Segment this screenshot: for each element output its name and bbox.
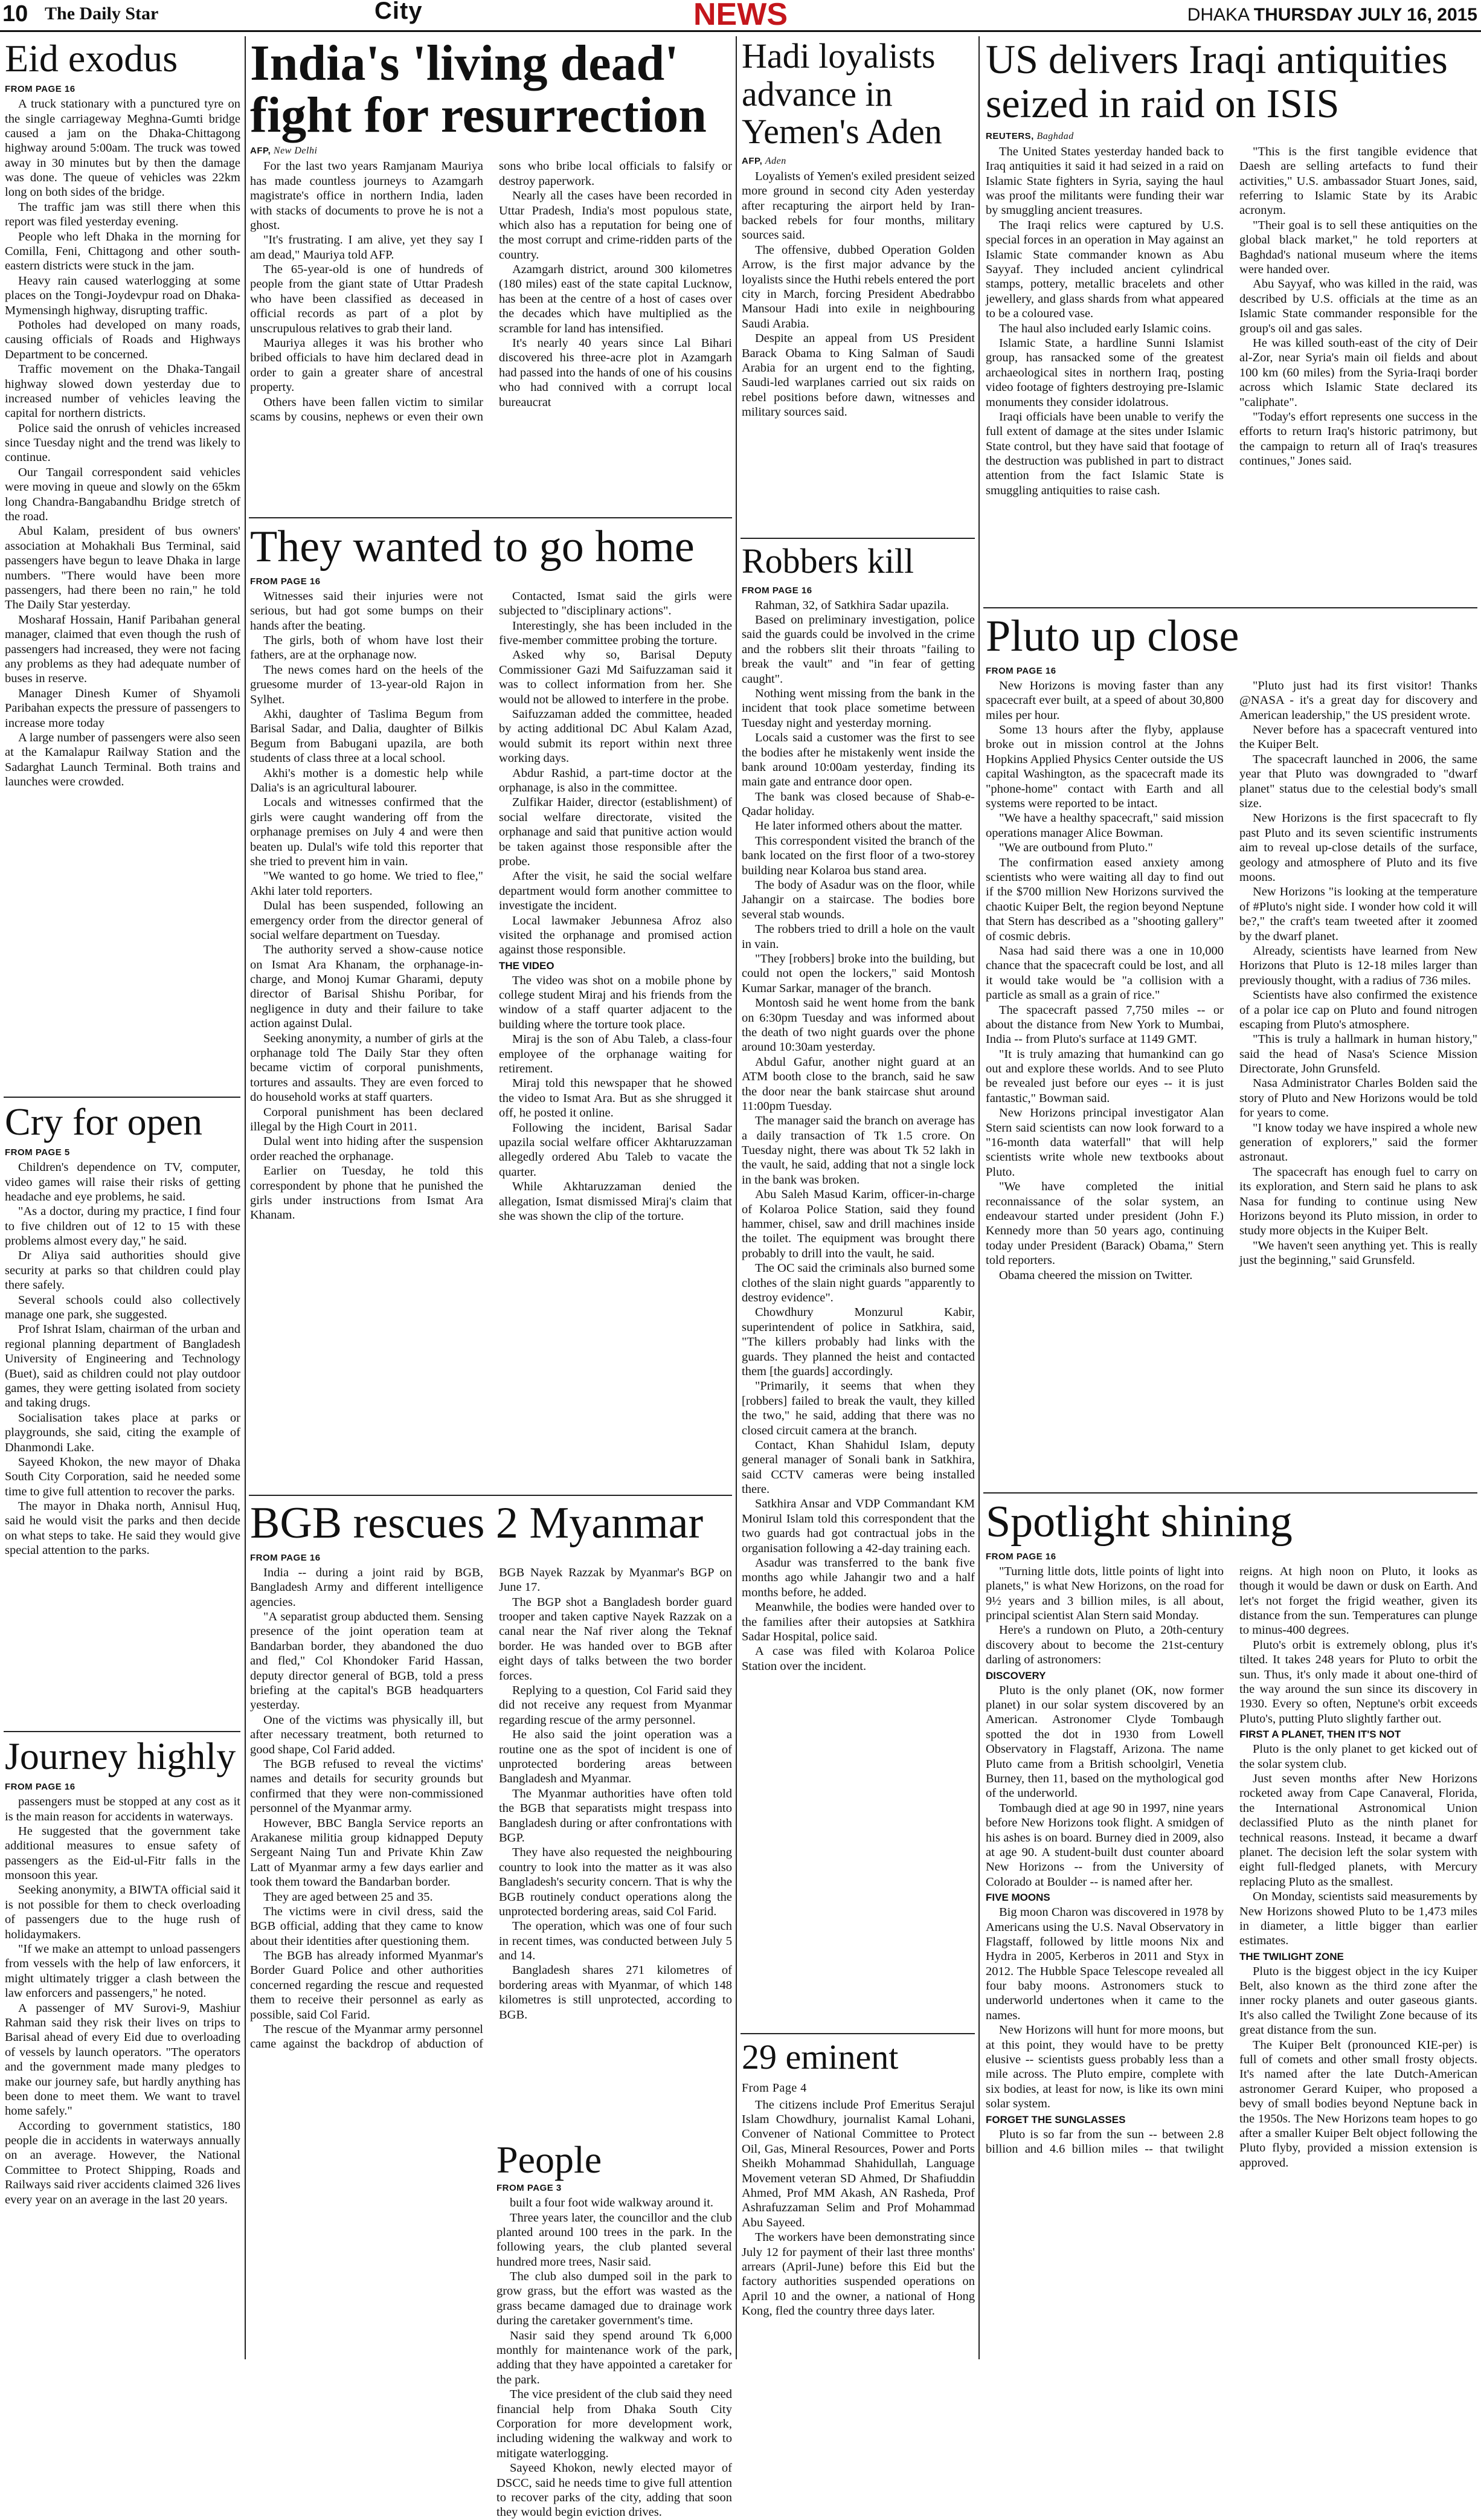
paragraph: A case was filed with Kolaroa Police Station over the incident. [742,1645,975,1673]
paragraph: Big moon Charon was discovered in 1978 by Americans using the U.S. Naval Observatory in Flagstaff, followed by little moons Nix and Hydra in 2005, Kerberos in 2011 and Styx in 2012. The Hubble Space Telescope revealed all four baby moons. Astronomers stuck to underworld undertones when it came to the names. [986,1906,1224,2022]
story-headline: India's 'living dead' fight for resurrection [250,35,707,143]
paragraph: "Today's effort represents one success in the efforts to return Iraq's historic patrimony, but the campaign to return all of Iraq's treasures continues," Jones said. [1239,410,1477,468]
story-eid-exodus [5,37,240,1095]
paragraph: On Monday, scientists said measurements by New Horizons showed Pluto to be 1,473 miles in diameter, a little bigger than earlier estimates. [1239,1890,1477,1948]
story-body [250,589,732,1223]
paragraph: Nasa had said there was a one in 10,000 chance that the spacecraft could be lost, and all it would take would be "a collision with a particle as small as a grain of rice." [986,944,1224,1002]
paragraph: The club also dumped soil in the park to grow grass, but the effort was wasted as the grass became damaged due to drainage work during the caretaker government's time. [496,2270,732,2328]
paragraph: The mayor in Dhaka north, Annisul Huq, said he would visit the parks and then decide on what steps to take. He said they would give special attention to the parks. [5,1500,240,1558]
paragraph: Several schools could also collectively manage one park, she suggested. [5,1293,240,1322]
story-bgb [250,1500,732,2135]
paragraph: The girls, both of whom have lost their fathers, are at the orphanage now. [250,634,483,662]
paragraph: The operation, which was one of four such in recent times, was conducted between July 5 and 14. [499,1919,732,1963]
paragraph: While Akhtaruzzaman denied the allegation, Ismat dismissed Miraj's claim that she was shown the clip of the torture. [499,1180,732,1223]
paragraph: Just seven months after New Horizons rocketed away from Cape Canaveral, Florida, the International Astronomical Union declassified Pluto as the ninth planet for technical reasons. Instead, it became a dwarf planet. The decision left the solar system with eight full-fledged planets, with Mercury replacing Pluto as the smallest. [1239,1771,1477,1889]
story-robbers-kill [742,543,975,2030]
paragraph: "I know today we have inspired a whole new generation of explorers," said the former astronaut. [1239,1121,1477,1164]
paragraph: Witnesses said their injuries were not serious, but had got some bumps on their hands after the beating. [250,589,483,633]
paragraph: Interestingly, she has been included in the five-member committee probing the torture. [499,619,732,648]
paragraph: Islamic State, a hardline Sunni Islamist group, has ransacked some of the greatest archaeological sites in northern Iraq, posting video footage of fighters destroying pre-Islamic monuments they consider idolatrous. [986,336,1224,409]
paragraph: New Horizons "is looking at the temperature of #Pluto's night side. I wonder how cold it will be?," the craft's team tweeted after it zoomed by the dwarf planet. [1239,885,1477,943]
story-body [742,598,975,1674]
story-headline: Spotlight shining [986,1497,1293,1547]
paragraph: Seeking anonymity, a BIWTA official said it is not possible for them to check overloading of passengers due to the huge rush of holidaymakers. [5,1883,240,1941]
story-dateline: FROM PAGE 16 [5,1782,75,1793]
paragraph: Based on preliminary investigation, police said the guards could be involved in the crime and the robbers slit their throats "failing to break the vault" and "in fear of getting caught". [742,613,975,686]
paragraph: Azamgarh district, around 300 kilometres (180 miles) east of the state capital Lucknow, has been at the centre of a host of cases over the decades which have multiplied as the scramble for land has intensified. [499,263,732,335]
paragraph: He suggested that the government take additional measures to ensue safety of passengers as the Eid-ul-Fitr falls in the monsoon this year. [5,1824,240,1883]
paragraph: He also said the joint operation was a routine one as the spot of incident is one of unprotected bordering areas between Bangladesh and Myanmar. [499,1728,732,1786]
paragraph: Local lawmaker Jebunnesa Afroz also visited the orphanage and promised action against those responsible. [499,914,732,957]
story-dateline: AFP, Aden [742,155,786,166]
paragraph: Potholes had developed on many roads, causing officials of Roads and Highways Department to be concerned. [5,318,240,361]
paragraph: For the last two years Ramjanam Mauriya has made countless journeys to Azamgarh magistrate's office in northern India, laden with stacks of documents to prove he is not a ghost. [250,160,483,232]
story-body [250,159,732,424]
paragraph: "Turning little dots, little points of light into planets," is what New Horizons, on the road for 9½ years and 3 billion miles, is all about, principal scientist Alan Stern said Monday. [986,1564,1224,1623]
paragraph: The OC said the criminals also burned some clothes of the slain night guards "apparently to destroy evidence". [742,1262,975,1304]
paragraph: The victims were in civil dress, said the BGB official, adding that they came to know about their identities after questioning them. [250,1904,483,1948]
paragraph: The Kuiper Belt (pronounced KIE-per) is full of comets and other small frosty objects. It's named after the late Dutch-American astronomer Gerard Kuiper, who proposed a bevy of small bodies beyond Neptune back in the 1950s. The New Horizons team hopes to go after a smaller Kuiper Belt object following the Pluto flyby, provided a mission extension is approved. [1239,2038,1477,2170]
paragraph: Abul Kalam, president of bus owners' association at Mohakhali Bus Terminal, said passengers have begun to leave Dhaka in large numbers. "There would have been more passengers, had there been no rain," he told The Daily Star yesterday. [5,524,240,612]
paragraph: After the visit, he said the social welfare department would form another committee to investigate the incident. [499,869,732,913]
paragraph: Miraj is the son of Abu Taleb, a class-four employee of the orphanage waiting for retirement. [499,1033,732,1076]
story-headline: People [496,2138,602,2181]
story-headline: Journey highly [5,1735,236,1777]
section-rule [249,1495,732,1496]
section-rule [249,517,732,518]
paragraph: "We have a healthy spacecraft," said mission operations manager Alice Bowman. [986,811,1224,840]
paragraph: New Horizons is the first spacecraft to fly past Pluto and its seven scientific instruments aim to reveal up-close details of the surface, geology and atmosphere of Pluto and its five moons. [1239,811,1477,884]
paragraph: Saifuzzaman added the committee, headed by acting additional DC Abul Kalam Azad, would submit its report within next three working days. [499,707,732,765]
story-go-home [250,523,732,1492]
paragraph: Dulal has been suspended, following an emergency order from the director general of social welfare department on Tuesday. [250,899,483,942]
paragraph: A truck stationary with a punctured tyre on the single carriageway Meghna-Gumti bridge caused a jam on the Dhaka-Chittagong highway around 5:00am. The truck was towed away in 30 minutes but by then the damage was done. The queue of vehicles was 22km long on both sides of the bridge. [5,97,240,199]
paragraph: The haul also included early Islamic coins. [999,321,1212,335]
paragraph: The news comes hard on the heels of the gruesome murder of 13-year-old Rajon in Sylhet. [250,663,483,706]
paragraph: The spacecraft has enough fuel to carry on its exploration, and Stern said he plans to ask Nasa for funding to continue using New Horizons beyond its Pluto mission, in order to study more objects in the Kuiper Belt. [1239,1165,1477,1238]
paragraph: Pluto is the only planet to get kicked out of the solar system club. [1239,1742,1477,1771]
paragraph: Abdul Gafur, another night guard at an ATM booth close to the branch, said he saw the door near the bank staircase shut around 11:00pm Tuesday. [742,1055,975,1113]
paragraph: Pluto is the only planet (OK, now former planet) in our solar system discovered by an American. Astronomer Clyde Tombaugh spotted the dot in 1930 from Lowell Observatory in Flagstaff, Arizona. The name Pluto came from a British schoolgirl, Venetia Burney, then 11, based on the mythological god of the underworld. [986,1683,1224,1800]
story-headline: They wanted to go home [250,522,695,572]
paragraph: Tombaugh died at age 90 in 1997, nine years before New Horizons took flight. A smidgen of his ashes is on board. Burney died in 2009, also at age 90. A student-built dust counter aboard New Horizons -- from the University of Colorado at Boulder -- is named after her. [986,1801,1224,1889]
paragraph: Mauriya alleges it was his brother who bribed officials to have him declared dead in order to gain a greater share of ancestral property. [250,337,483,395]
paragraph: Mosharaf Hossain, Hanif Paribahan general manager, claimed that even though the rush of passengers had increased, they were not facing any problems as they had adequate number of buses in reserve. [5,613,240,686]
story-dateline: FROM PAGE 3 [496,2183,562,2194]
story-headline: 29 eminent [742,2037,899,2077]
paragraph: Prof Ishrat Islam, chairman of the urban and regional planning department of Bangladesh University of Engineering and Technology (Buet), said as children could not play outdoor games, they were getting isolated from society and taking drugs. [5,1323,240,1410]
paragraph: India -- during a joint raid by BGB, Bangladesh Army and different intelligence agencies. [250,1565,483,1609]
paragraph: Nasa Administrator Charles Bolden said the story of Pluto and New Horizons would be told for years to come. [1239,1077,1477,1120]
paragraph: Sayeed Khokon, newly elected mayor of DSCC, said he needs time to give full attention to recover parks of the city, adding that soon they would begin eviction drives. [496,2461,732,2519]
paragraph: The body of Asadur was on the floor, while Jahangir on a staircase. The bodies bore several stab wounds. [742,878,975,921]
paragraph: He later informed others about the matter. [755,819,963,833]
page-masthead [0,0,1481,32]
paragraph: This correspondent visited the branch of the bank located on the first floor of a two-storey building near Kolaroa bus stand area. [742,834,975,877]
section-rule [740,538,975,539]
paragraph: Pluto is so far from the sun -- between 2.8 billion and 4.6 billion miles -- that twilight reigns. At high noon on Pluto, it looks as though it would be dawn or dusk on Earth. And let's not forget the frigid weather, given its distance from the sun. Temperatures can plunge to minus-400 degrees. [986,1564,1477,2156]
paragraph: Abdur Rashid, a part-time doctor at the orphanage, is also in the committee. [499,766,732,794]
column-rule [978,36,980,2359]
paragraph: The BGB refused to reveal the victims' names and details for security grounds but confirmed that they were non-commissioned personnel of the Myanmar army. [250,1757,483,1816]
paragraph: Dulal went into hiding after the suspension order reached the orphanage. [250,1135,483,1163]
paragraph: New Horizons principal investigator Alan Stern said scientists can now look forward to a "16-month data waterfall" that will help scientists write whole new textbooks about Pluto. [986,1106,1224,1179]
paper-name: The Daily Star [45,4,159,24]
paragraph: They have also requested the neighbouring country to look into the matter as it was also Bangladesh's security concern. That is why the BGB routinely conduct operations along the unprotected bordering areas, said Col Farid. [499,1846,732,1918]
issue-date: DHAKA THURSDAY JULY 16, 2015 [1187,5,1477,25]
section-rule [983,1492,1477,1494]
story-body [986,678,1477,1283]
paragraph: The confirmation eased anxiety among scientists who were waiting all day to find out if the $700 million New Horizons survived the chaotic Kuiper Belt, the region beyond Neptune that Stern has described as a "shooting gallery" of cosmic debris. [986,856,1224,943]
paragraph: The robbers tried to drill a hole on the vault in vain. [742,923,975,951]
paragraph: New Horizons will hunt for more moons, but at this point, they would have to be pretty elusive -- scientists guess probably less than a mile across. The Pluto empire, complete with six bodies, at least for now, is like its own mini solar system. [986,2023,1224,2111]
story-subhead: FIVE MOONS [986,1892,1050,1904]
paragraph: Others have been fallen victim to similar scams by cousins, nephews or even their own sons who bribe local officials to falsify or destroy paperwork. [250,160,732,424]
paragraph: The BGB has already informed Myanmar's Border Guard Police and other authorities concerned regarding the rescue and requested them to receive their personnel as early as possible, said Col Farid. [250,1949,483,2022]
story-dateline: FROM PAGE 16 [5,84,75,95]
story-29-eminent [742,2038,975,2359]
section-label: City [374,0,423,24]
paragraph: "It's frustrating. I am alive, yet they say I am dead," Mauriya told AFP. [250,233,483,262]
paragraph: Pluto's orbit is extremely oblong, plus it's tilted. It takes 248 years for Pluto to orbit the sun. Thus, it's only made it about one-third of the way around the sun since its discovery in 1930. Every so often, Neptune's orbit exceeds Pluto's, putting Pluto slightly farther out. [1239,1638,1477,1726]
paragraph: The 65-year-old is one of hundreds of people from the giant state of Uttar Pradesh who have been classified as deceased in official records as part of a plot by unscrupulous relatives to grab their land. [250,263,483,335]
paragraph: Meanwhile, the bodies were handed over to the families after their autopsies at Satkhira Sadar Hospital, police said. [742,1600,975,1643]
paragraph: The BGP shot a Bangladesh border guard trooper and taken captive Nayek Razzak on a canal near the Naf river along the Teknaf border. He was handed over to BGB after eight days of talks between the two border forces. [499,1595,732,1683]
story-pluto-up-close [986,613,1477,1489]
story-dateline: FROM PAGE 16 [986,1551,1056,1562]
story-dateline: FROM PAGE 5 [5,1147,70,1158]
paragraph: The authority served a show-cause notice on Ismat Ara Khanam, the orphanage-in-charge, and Monoj Kumar Gharami, deputy director of Barisal Shishu Poribar, for negligence in duty and their failure to take action against Dulal. [250,943,483,1031]
paragraph: Three years later, the councillor and the club planted around 100 trees in the park. In the following years, the club planted several hundred more trees, Nasir said. [496,2211,732,2269]
paragraph: According to government statistics, 180 people die in accidents in waterways annually on an average. However, the National Committee to Protect Shipping, Roads and Railways said river accidents claimed 326 lives every year on an average in the last 20 years. [5,2119,240,2206]
paragraph: Replying to a question, Col Farid said they did not receive any request from Myanmar regarding rescue of the army personnel. [499,1684,732,1727]
paragraph: Rahman, 32, of Satkhira Sadar upazila. [755,598,949,612]
paragraph: The bank was closed because of Shab-e-Qadar holiday. [742,790,975,819]
story-dateline: FROM PAGE 16 [250,576,321,587]
story-subhead: FORGET THE SUNGLASSES [986,2113,1126,2125]
story-dateline: AFP, New Delhi [250,146,318,156]
paragraph: New Horizons is moving faster than any spacecraft ever built, at a speed of about 30,800 miles per hour. [986,678,1224,722]
paragraph: "We have completed the initial reconnaissance of the solar system, an endeavour started under president (John F.) Kennedy more than 50 years ago, continuing today under President (Barack) Obama," Stern told reporters. [986,1180,1224,1268]
paragraph: Nearly all the cases have been recorded in Uttar Pradesh, India's most populous state, which also has a reputation for being one of the most corrupt and crime-ridden parts of the country. [499,189,732,262]
paragraph: Traffic movement on the Dhaka-Tangail highway slowed down yesterday due to increased number of vehicles leaving the capital for northern districts. [5,363,240,421]
paragraph: The rescue of the Myanmar army personnel came against the backdrop of abduction of BGB Nayek Razzak by Myanmar's BGP on June 17. [250,1565,732,2051]
story-body [742,169,975,420]
paragraph: Already, scientists have learned from New Horizons that Pluto is 12-18 miles larger than previously thought, with a radius of 736 miles. [1239,944,1477,987]
paragraph: Seeking anonymity, a number of girls at the orphanage told The Daily Star they often became victim of corporal punishments, tortures and assaults. They are even forced to do household works at staff quarters. [250,1031,483,1104]
paragraph: "As a doctor, during my practice, I find four to five children out of 12 to 15 with these problems almost every day," he said. [5,1205,240,1248]
paragraph: Despite an appeal from US President Barack Obama to King Salman of Saudi Arabia for an urgent end to the fighting, Saudi-led warplanes carried out six raids on rebel positions before dawn, witnesses and military sources said. [742,332,975,419]
story-living-dead [250,37,732,515]
story-subhead: THE VIDEO [499,959,554,972]
story-subhead: DISCOVERY [986,1669,1046,1681]
paragraph: "If we make an attempt to unload passengers from vessels with the help of law enforcers, it might ultimately trigger a clash between the law enforcers and passengers," he noted. [5,1942,240,2000]
paragraph: Nothing went missing from the bank in the incident that took place sometime between Tuesday night and yesterday morning. [742,686,975,730]
paragraph: Earlier on Tuesday, he told this correspondent by phone that he punished the girls under instructions from Ismat Ara Khanam. [250,1164,483,1222]
paragraph: The video was shot on a mobile phone by college student Miraj and his friends from the window of a staff quarter adjacent to the building where the torture took place. [499,973,732,1031]
paragraph: Akhi's mother is a domestic help while Dalia's is an agricultural labourer. [250,766,483,794]
story-body [250,1565,732,2052]
paragraph: Here's a rundown on Pluto, a 20th-century discovery about to become the 21st-century darling of astronomers: [986,1623,1224,1667]
paragraph: He was killed south-east of the city of Deir al-Zor, near Syria's main oil fields and about 100 km (60 miles) from the Syria-Iraqi border across which Islamic State declared its "caliphate". [1239,336,1477,409]
paragraph: Montosh said he went home from the bank on 6:30pm Tuesday and was informed about the death of two night guards over the phone around 10:30am yesterday. [742,996,975,1054]
section-rule [983,607,1477,608]
story-body [496,2196,732,2520]
paragraph: However, BBC Bangla Service reports an Arakanese militia group kidnapped Deputy Sergeant Naing Tun and Private Khin Zaw Latt of Myanmar army a few days earlier and took them toward the Bandarban border. [250,1816,483,1889]
paragraph: The vice president of the club said they need financial help from Dhaka South City Corporation for more development work, including widening the walkway and work to mitigate waterlogging. [496,2388,732,2460]
story-subhead: FIRST A PLANET, THEN IT'S NOT [1239,1729,1401,1741]
paragraph: Contact, Khan Shahidul Islam, deputy general manager of Sonali bank in Satkhira, said CCTV cameras were being installed there. [742,1438,975,1497]
story-hadi-loyalists [742,37,975,535]
paragraph: Miraj told this newspaper that he showed the video to Ismat Ara. But as she shrugged it off, he posted it online. [499,1077,732,1120]
paragraph: Zulfikar Haider, director (establishment) of social welfare directorate, visited the orphanage and said that punitive action would be taken against those responsible after the probe. [499,796,732,868]
section-rule [740,2033,975,2034]
story-body [5,1160,240,1558]
paragraph: built a four foot wide walkway around it. [510,2196,714,2210]
paragraph: Akhi, daughter of Taslima Begum from Barisal Sadar, and Dalia, daughter of Bilkis Begum from Babugani upazila, are both students of class three at a local school. [250,707,483,765]
paragraph: Asadur was transferred to the bank five months ago while Jahangir two and a half months before, he added. [742,1556,975,1599]
paragraph: "A separatist group abducted them. Sensing presence of the joint operation team at Bandarban border, they abandoned the duo and fled," Col Khondoker Farid Hassan, deputy director general of BGB, told a press briefing at the capital's BGB headquarters yesterday. [250,1610,483,1712]
paragraph: Obama cheered the mission on Twitter. [999,1268,1193,1282]
paragraph: The spacecraft passed 7,750 miles -- or about the distance from New York to Mumbai, India -- from Pluto's surface at 1149 GMT. [986,1003,1224,1046]
story-dateline: From Page 4 [742,2081,807,2095]
story-headline: Cry for open [5,1100,203,1143]
paragraph: People who left Dhaka in the morning for Comilla, Feni, Chittagong and other south-eastern districts were stuck in the jam. [5,230,240,273]
paragraph: "Pluto just had its first visitor! Thanks @NASA - it's a great day for discovery and American leadership," the US president wrote. [1239,678,1477,722]
story-body [5,97,240,789]
story-people [496,2138,732,2519]
paragraph: The Myanmar authorities have often told the BGB that separatists might trespass into Bangladesh during or after confrontations with BGP. [499,1787,732,1845]
story-headline: BGB rescues 2 Myanmar [250,1498,704,1548]
paragraph: Nasir said they spend around Tk 6,000 monthly for maintenance work of the park, adding that they have appointed a caretaker for the park. [496,2328,732,2386]
paragraph: "It is truly amazing that humankind can go out and explore these worlds. And to see Pluto be revealed just before our eyes -- it is just fantastic," Bowman said. [986,1047,1224,1105]
paragraph: A large number of passengers were also seen at the Kamalapur Railway Station and the Sadarghat Launch Terminal. Both trains and launches were crowded. [5,730,240,789]
paragraph: "Primarily, it seems that when they [robbers] failed to break the vault, they killed the two," he said, adding that there was no closed circuit camera at the branch. [742,1379,975,1437]
story-iraqi-antiquities [986,37,1477,604]
column-rule [736,36,737,2359]
paragraph: Locals said a customer was the first to see the bodies after he mistakenly went inside the bank around 10:00am yesterday, finding its main gate and entrance door open. [742,731,975,789]
section-rule [4,1097,240,1098]
story-body [986,1564,1477,2170]
story-dateline: FROM PAGE 16 [250,1552,321,1563]
paragraph: Iraqi officials have been unable to verify the full extent of damage at the sites under Islamic State control, but they have said that footage of the destruction was published in part to distract attention from the fact Islamic State is smuggling antiquities to raise cash. [986,410,1224,497]
column-rule [245,36,246,2359]
page-number: 10 [2,1,28,27]
paragraph: Never before has a spacecraft ventured into the Kuiper Belt. [1239,723,1477,752]
paragraph: "They [robbers] broke into the building, but could not open the lockers," said Montosh Kumar Sarkar, manager of the branch. [742,952,975,995]
paragraph: Locals and witnesses confirmed that the girls were caught wandering off from the orphanage premises on July 4 and were then beaten up. Dulal's wife told this reporter that she tried to prevent him in vain. [250,796,483,868]
story-dateline: REUTERS, Baghdad [986,131,1074,141]
paragraph: Pluto is the biggest object in the icy Kuiper Belt, also known as the third zone after the inner rocky planets and outer gaseous giants. It's also called the Twilight Zone because of its great distance from the sun. [1239,1964,1477,2037]
paragraph: Abu Sayyaf, who was killed in the raid, was described by U.S. officials at the time as an Islamic State commander responsible for the group's oil and gas sales. [1239,277,1477,335]
paragraph: Bangladesh shares 271 kilometres of bordering areas with Myanmar, of which 148 kilometres is still unprotected, according to BGB. [499,1964,732,2022]
paragraph: "Their goal is to sell these antiquities on the global black market," he told reporters at Baghdad's national museum where the items were handed over. [1239,218,1477,276]
news-label: NEWS [693,0,788,32]
paragraph: "This is the first tangible evidence that Daesh are selling artefacts to fund their activities," U.S. ambassador Stuart Jones, said, referring to Islamic State by its Arabic acronym. [1239,144,1477,218]
paragraph: Manager Dinesh Kumer of Shyamoli Paribahan expects the pressure of passengers to increase more today [5,686,240,730]
paragraph: The manager said the branch on average has a daily transaction of Tk 1.5 crore. On Tuesday night, there was about Tk 52 lakh in the vault, he said, adding that not a single lock in the bank was broken. [742,1114,975,1187]
paragraph: They are aged between 25 and 35. [263,1890,433,1904]
paragraph: Socialisation takes place at parks or playgrounds, she said, citing the example of Dhanmondi Lake. [5,1411,240,1454]
paragraph: Children's dependence on TV, computer, video games will raise their risks of getting headache and eye problems, he said. [5,1161,240,1204]
paragraph: Sayeed Khokon, the new mayor of Dhaka South City Corporation, said he needed some time to give full attention to recover the parks. [5,1455,240,1498]
story-headline: US delivers Iraqi antiquities seized in raid on ISIS [986,36,1448,127]
paragraph: The traffic jam was still there when this report was filed yesterday evening. [5,200,240,229]
story-body [986,144,1477,498]
story-dateline: FROM PAGE 16 [742,585,812,596]
paragraph: The spacecraft launched in 2006, the same year that Pluto was downgraded to "dwarf planet" status due to the celestial body's small size. [1239,752,1477,811]
story-subhead: THE TWILIGHT ZONE [1239,1950,1344,1962]
paragraph: The workers have been demonstrating since July 12 for payment of their last three months' arrears (April-June) before this Eid but the factory authorities suspended operations on April 10 and the owner, a national of Hong Kong, fled the country three days later. [742,2231,975,2318]
paragraph: The offensive, dubbed Operation Golden Arrow, is the first major advance by the loyalists since the Huthi rebels entered the port city in March, forcing President Abedrabbo Mansour Hadi into exile in neighbouring Saudi Arabia. [742,243,975,330]
section-rule [4,1731,240,1732]
story-dateline: FROM PAGE 16 [986,665,1056,676]
paragraph: "We haven't seen anything yet. This is really just the beginning," said Grunsfeld. [1239,1239,1477,1268]
paragraph: passengers must be stopped at any cost as it is the main reason for accidents in waterways. [5,1795,240,1823]
paragraph: Following the incident, Barisal Sadar upazila social welfare officer Akhtaruzzaman allegedly ordered Abu Taleb to vacate the quarter. [499,1121,732,1179]
paragraph: One of the victims was physically ill, but after necessary treatment, both returned to good shape, Col Farid added. [250,1713,483,1756]
paragraph: Satkhira Ansar and VDP Commandant KM Monirul Islam told this correspondent that the two guards had got contractual jobs in the organisation following a 42-day training each. [742,1497,975,1555]
paragraph: Our Tangail correspondent said vehicles were moving in queue and slowly on the 65km long Chandra-Bangabandhu Bridge stretch of the road. [5,465,240,524]
paragraph: The Iraqi relics were captured by U.S. special forces in an operation in May against an Islamic State commander known as Abu Sayyaf. They included ancient cylindrical stamps, pottery, metallic bracelets and other jewellery, and glass shards from what appeared to be a coloured vase. [986,218,1224,321]
paragraph: Some 13 hours after the flyby, applause broke out in mission control at the Johns Hopkins Applied Physics Center outside the US capital Washington, as the spacecraft made its "phone-home" contact with Earth and all systems were reported to be intact. [986,723,1224,811]
story-journey-highly [5,1735,240,2357]
paragraph: It's nearly 40 years since Lal Bihari discovered his three-acre plot in Azamgarh had passed into the hands of one of his cousins who had connived with a corrupt local bureaucrat [499,337,732,409]
paragraph: The citizens include Prof Emeritus Serajul Islam Chowdhury, journalist Kamal Lohani, Convener of National Committee to Protect Oil, Gas, Mineral Resources, Power and Ports Sheikh Mohammad Shahidullah, Language Movement veteran SD Ahmed, Dr Shafiuddin Ahmed, Prof MM Akash, AN Rasheda, Prof Ashrafuzzaman Selim and Prof Mohammad Abu Sayeed. [742,2098,975,2229]
story-headline: Eid exodus [5,37,178,80]
paragraph: Police said the onrush of vehicles increased since Tuesday night and the trend was likely to continue. [5,421,240,465]
story-spotlight-shining [986,1498,1477,2359]
story-headline: Hadi loyalists advance in Yemen's Aden [742,36,942,152]
story-headline: Pluto up close [986,611,1239,661]
paragraph: Heavy rain caused waterlogging at some places on the Tongi-Joydevpur road on Dhaka-Mymensingh highway, disrupting traffic. [5,274,240,317]
story-body [742,2098,975,2319]
story-headline: Robbers kill [742,541,914,581]
paragraph: Contacted, Ismat said the girls were subjected to "disciplinary actions". [499,589,732,618]
paragraph: Chowdhury Monzurul Kabir, superintendent of police in Satkhira, said, "The killers probably had links with the guards. They planned the heist and contacted them [the guards] accordingly. [742,1306,975,1378]
story-cry-for-open [5,1101,240,1729]
paragraph: Asked why so, Barisal Deputy Commissioner Gazi Md Saifuzzaman said it was to collect information from her. She would not be allowed to interfere in the probe. [499,648,732,706]
paragraph: The United States yesterday handed back to Iraq antiquities it said it had seized in a raid on Islamic State fighters in Syria, saying the haul was proof the militants were funding their war by smuggling ancient treasures. [986,144,1224,218]
paragraph: "This is truly a hallmark in human history," said the head of Nasa's Science Mission Directorate, John Grunsfeld. [1239,1033,1477,1076]
story-body [5,1794,240,2207]
paragraph: "We are outbound from Pluto." [999,841,1153,855]
paragraph: "We wanted to go home. We tried to flee," Akhi later told reporters. [250,869,483,898]
paragraph: Loyalists of Yemen's exiled president seized more ground in second city Aden yesterday after recapturing the airport held by Iran-backed rebels for four months, military sources said. [742,169,975,242]
paragraph: Abu Saleh Masud Karim, officer-in-charge of Kolaroa Police Station, said they found hammer, chisel, saw and drill machines inside the toilet. The equipment was brought there probably to drill into the vault, he said. [742,1188,975,1260]
paragraph: Dr Aliya said authorities should give security at parks so that children could play there safely. [5,1249,240,1292]
paragraph: Corporal punishment has been declared illegal by the High Court in 2011. [250,1105,483,1133]
paragraph: Scientists have also confirmed the existence of a polar ice cap on Pluto and found nitrogen escaping from Pluto's atmosphere. [1239,988,1477,1031]
paragraph: A passenger of MV Surovi-9, Mashiur Rahman said they risk their lives on trips to Barisal ahead of every Eid due to overloading of vessels by launch operators. "The operators and the government made many pledges to make our journey safe, but hardly anything has been done to meet them. We want to travel home safely." [5,2001,240,2118]
